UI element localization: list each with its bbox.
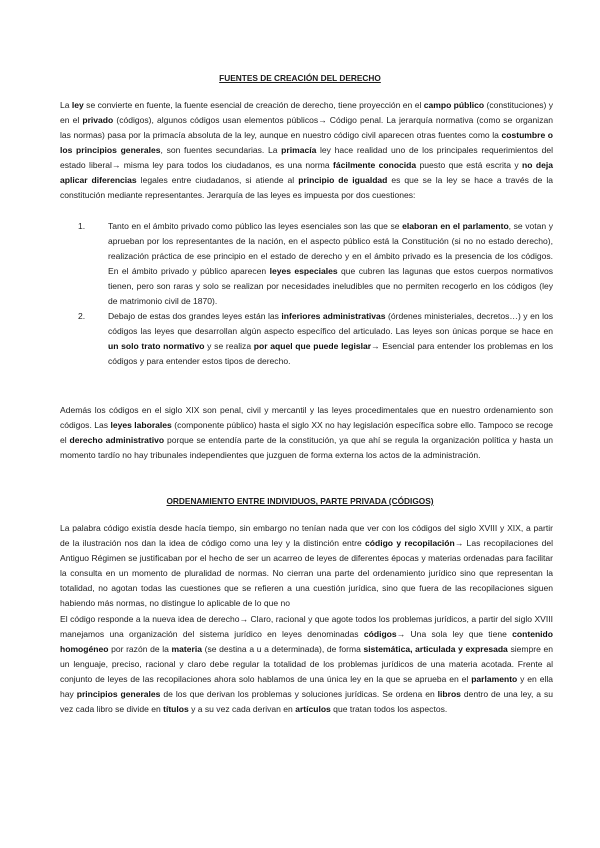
bold-term: sistemática, articulada y expresada	[363, 644, 508, 654]
bold-term: principios generales	[76, 689, 161, 699]
bold-term: un solo trato normativo	[108, 341, 205, 351]
bold-term: libros	[437, 689, 461, 699]
text-run: se convierte en fuente, la fuente esencial de creación de derecho, tiene proyección en el	[83, 100, 424, 110]
text-run: que cubren las lagunas que estos cuerpos normativos tienen, pero son raras y solo se realizan por necesidades ineludibles que no permiten recogerlo en los códigos (ley de matrimonio civil de 1870).	[108, 266, 553, 306]
text-run: puesto que está escrita y	[416, 160, 523, 170]
bold-term: derecho administrativo	[69, 435, 165, 445]
text-run: (constituciones) y en el	[60, 100, 553, 125]
text-run: Además los códigos en el siglo XIX son penal, civil y mercantil y las leyes procedimentales que en nuestro ordenamiento son códigos. Las	[60, 405, 553, 430]
bold-term: títulos	[163, 704, 189, 714]
bold-term: inferiores administrativas	[281, 311, 386, 321]
text-run: → Una sola ley que tiene	[396, 629, 513, 639]
bold-term: artículos	[295, 704, 331, 714]
paragraph-ley	[60, 98, 553, 203]
bold-term: ley	[71, 100, 84, 110]
text-run: , son fuentes secundarias. La	[160, 145, 282, 155]
text-run: ley hace realidad uno de los principales requerimientos del estado liberal→ misma ley para todos los ciudadanos, es una norma	[60, 145, 553, 170]
text-run: y a su vez cada derivan en	[188, 704, 296, 714]
text-run: (órdenes ministeriales, decretos…) y en los códigos las leyes que desarrollan algún aspecto específico del articulado. Las leyes son únicas porque se hace en	[108, 311, 553, 336]
bold-term: contenido homogéneo	[60, 629, 553, 654]
bold-term: códigos	[363, 629, 397, 639]
bold-term: leyes laborales	[110, 420, 172, 430]
list-number: 1.	[78, 221, 86, 231]
text-run: La	[60, 100, 72, 110]
text-run: La palabra código existía desde hacía tiempo, sin embargo no tenían nada que ver con los códigos del siglo XVIII y XIX, a partir de la ilustración nos dan la idea de código como una ley y la distinción entre	[60, 523, 553, 548]
bold-term: primacía	[281, 145, 317, 155]
list-item	[78, 309, 553, 369]
text-run: y se realiza	[204, 341, 254, 351]
bold-term: fácilmente conocida	[332, 160, 417, 170]
text-run: por razón de la	[108, 644, 172, 654]
paragraph-codigos-siglo-xix	[60, 403, 553, 463]
text-run: (se destina a u a determinada), de forma	[201, 644, 364, 654]
section-title-ordenamiento: ORDENAMIENTO ENTRE INDIVIDUOS, PARTE PRIVADA (CÓDIGOS)	[166, 496, 434, 506]
text-run: y en ella hay	[60, 674, 553, 699]
text-run: → Las recopilaciones del Antiguo Régimen se justificaban por el hecho de ser un acarreo de leyes de diferentes épocas y materias ordenadas para facilitar la consulta en un momento de pluralidad de normas. No cierran una parte del ordenamiento jurídico sino que representan la totalidad, no agotan todas las cuestiones que se refieren a una cuestión jurídica, sino que fuera de las recopilaciones siguen habiendo más normas, no distingue lo aplicable de lo que no	[60, 538, 553, 608]
text-run: siempre en un lenguaje, preciso, racional y claro debe regular la totalidad de los problemas jurídicos de una materia acotada. Frente al conjunto de leyes de las recopilaciones ahora solo hablamos de una única ley en la que se aprueba en el	[60, 644, 554, 684]
paragraph-codigo-responde	[60, 612, 553, 717]
text-run: porque se entendía parte de la constitución, ya que ahí se regula la organización política y hasta un momento tardío no hay tribunales independientes que juzguen de forma externa los actos de la administración.	[60, 435, 554, 460]
list-item	[78, 219, 553, 309]
numbered-list	[78, 219, 553, 369]
bold-term: por aquel que puede legislar	[253, 341, 372, 351]
bold-term: costumbre o los principios generales	[60, 130, 553, 155]
text-run: Debajo de estas dos grandes leyes están las	[108, 311, 282, 321]
bold-term: no deja aplicar diferencias	[60, 160, 553, 185]
text-run: (códigos), algunos códigos usan elementos públicos→ Código penal. La jerarquía normativa (como se organizan las normas) pasa por la primacía absoluta de la ley, aunque en nuestro código civil aparecen otras fuentes como la	[60, 115, 553, 140]
text-run: → Esencial para entender los problemas en los códigos y para entender estos tipos de derecho.	[108, 341, 553, 366]
text-run: de los que derivan los problemas y soluciones jurídicas. Se ordena en	[160, 689, 438, 699]
text-run: El código responde a la nueva idea de derecho→ Claro, racional y que agote todos los problemas jurídicos, a partir del siglo XVIII manejamos una organización del sistema jurídico en leyes denominadas	[60, 614, 553, 639]
section-title-fuentes: FUENTES DE CREACIÓN DEL DERECHO	[219, 73, 381, 83]
bold-term: leyes especiales	[269, 266, 338, 276]
bold-term: campo público	[423, 100, 485, 110]
list-number: 2.	[78, 311, 86, 321]
text-run: , se votan y aprueban por los representantes de la nación, en el aspecto público está la Constitución (si no no estado derecho), realización práctica de ese principio en el estado de derecho y en el ámbito privado es la presencia de los códigos. En el ámbito privado y público aparecen	[108, 221, 553, 276]
paragraph-palabra-codigo	[60, 521, 553, 611]
text-run: Tanto en el ámbito privado como público las leyes esenciales son las que se	[108, 221, 403, 231]
bold-term: parlamento	[471, 674, 518, 684]
bold-term: elaboran en el parlamento	[402, 221, 509, 231]
text-run: es que se la ley se hace a través de la constitución mediante representantes. Jerarquía de las leyes es impuesta por dos cuestiones:	[60, 175, 554, 200]
text-run: legales entre ciudadanos, si atiende al	[136, 175, 299, 185]
bold-term: código y recopilación	[365, 538, 455, 548]
bold-term: materia	[171, 644, 202, 654]
text-run: que tratan todos los aspectos.	[330, 704, 448, 714]
bold-term: principio de igualdad	[298, 175, 388, 185]
text-run: (componente público) hasta el siglo XX no hay legislación específica sobre ello. Tampoco se recoge el	[60, 420, 553, 445]
text-run: dentro de una ley, a su vez cada libro se divide en	[60, 689, 554, 714]
bold-term: privado	[82, 115, 114, 125]
